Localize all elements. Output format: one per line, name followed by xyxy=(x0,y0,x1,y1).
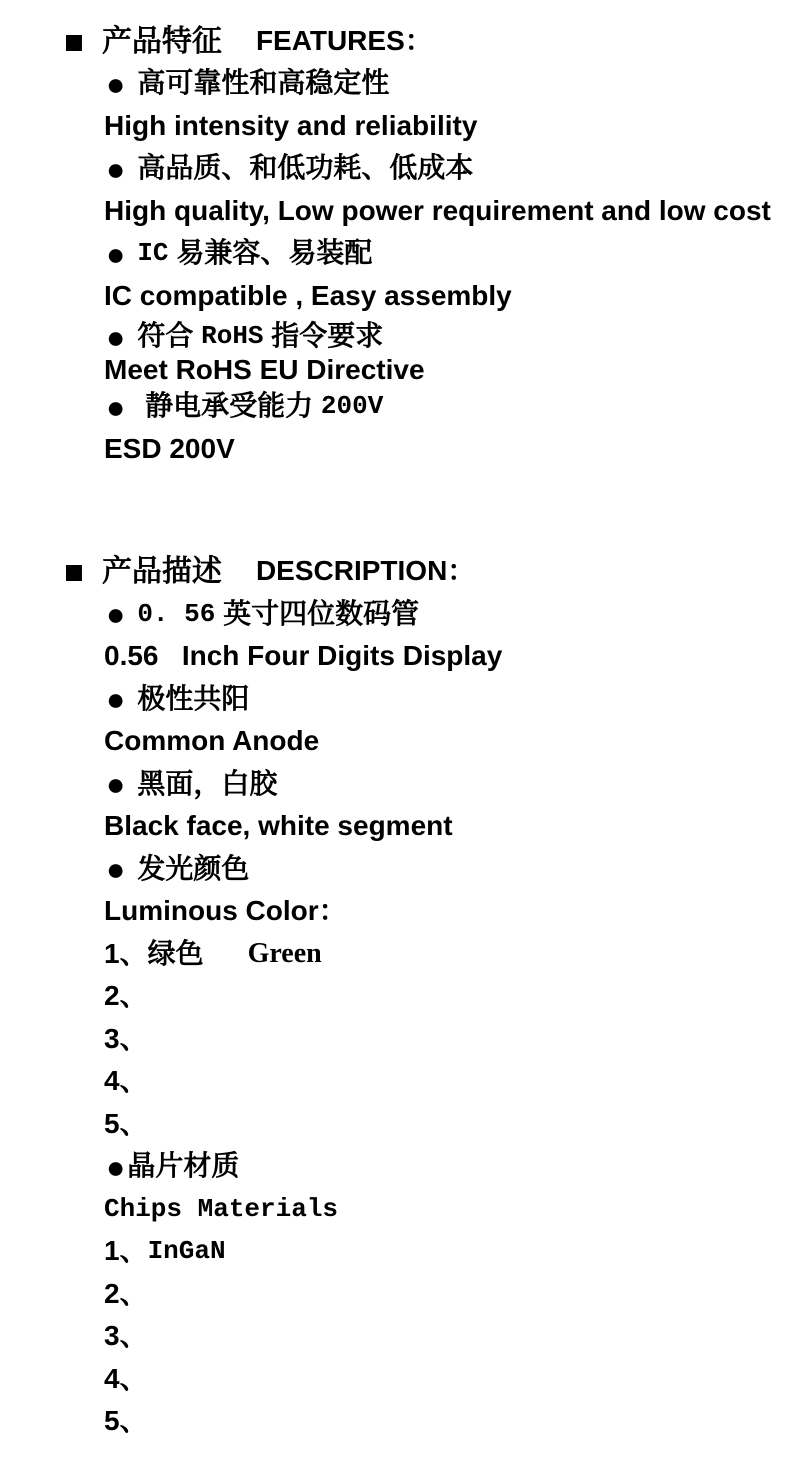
text-line xyxy=(0,636,800,679)
line-text: High quality, Low power requirement and low cost xyxy=(104,194,771,226)
bullet-line xyxy=(0,318,800,356)
bullet-icon: ● xyxy=(106,681,126,718)
bullet-icon: ● xyxy=(106,318,126,355)
text-line xyxy=(0,976,800,1019)
line-text: DESCRIPTION： xyxy=(255,555,476,587)
bullet-line xyxy=(0,763,800,806)
bullet-line xyxy=(0,63,800,106)
text-line xyxy=(0,891,800,934)
text-line xyxy=(0,1231,800,1274)
text-line xyxy=(0,1061,800,1104)
line-text: Luminous Color： xyxy=(104,895,347,927)
line-text: 5、 xyxy=(104,1405,148,1437)
bullet-icon: ● xyxy=(106,1148,126,1185)
line-text: 0. 56 xyxy=(137,598,216,629)
section-heading xyxy=(0,20,800,63)
line-text: 4、 xyxy=(104,1362,148,1394)
text-line xyxy=(0,1273,800,1316)
bullet-line xyxy=(0,386,800,429)
bullet-icon: ● xyxy=(106,596,126,633)
section-heading xyxy=(0,551,800,594)
line-text: 极性共阳 xyxy=(137,682,250,714)
line-text: 英寸四位数码管 xyxy=(215,597,420,629)
line-text: ESD 200V xyxy=(104,432,235,464)
text-line xyxy=(0,356,800,386)
bullet-line xyxy=(0,848,800,891)
bullet-line xyxy=(0,148,800,191)
text-line xyxy=(0,806,800,849)
line-text: 符合 xyxy=(137,320,202,352)
line-text: Chips Materials xyxy=(104,1193,339,1224)
line-text: 晶片材质 xyxy=(127,1150,240,1182)
bullet-icon: ● xyxy=(106,65,126,102)
text-line xyxy=(0,190,800,233)
line-text: 200V xyxy=(320,391,384,422)
line-text: IC compatible , Easy assembly xyxy=(104,279,512,311)
line-text: 产品特征 xyxy=(101,24,222,58)
bullet-icon: ● xyxy=(106,235,126,272)
line-text: 1、 xyxy=(104,1235,148,1267)
line-text: InGaN xyxy=(147,1236,226,1267)
line-text: 3、 xyxy=(104,1320,148,1352)
line-text: 0.56 Inch Four Digits Display xyxy=(104,640,503,672)
bullet-line xyxy=(0,1146,800,1189)
text-line xyxy=(0,1188,800,1231)
bullet-line xyxy=(0,593,800,636)
line-text: 高可靠性和高稳定性 xyxy=(137,67,390,99)
bullet-icon: ● xyxy=(106,150,126,187)
text-line xyxy=(0,933,800,976)
bullet-icon: ● xyxy=(106,388,126,425)
line-text: Common Anode xyxy=(104,725,320,757)
text-line xyxy=(0,1358,800,1401)
text-line xyxy=(0,1103,800,1146)
line-text: 发光颜色 xyxy=(137,852,250,884)
text-line xyxy=(0,721,800,764)
line-text: 1、绿色 xyxy=(104,937,204,969)
text-line xyxy=(0,1316,800,1359)
line-text: 5、 xyxy=(104,1107,148,1139)
text-line xyxy=(0,105,800,148)
section-spacer xyxy=(0,471,800,551)
bullet-icon: ● xyxy=(106,851,126,888)
bullet-icon: ● xyxy=(106,766,126,803)
line-text: 3、 xyxy=(104,1022,148,1054)
black-square-icon: ■ xyxy=(64,553,84,591)
line-text: Black face, white segment xyxy=(104,810,453,842)
line-text: 静电承受能力 xyxy=(137,390,321,422)
line-text: High intensity and reliability xyxy=(104,109,478,141)
line-text: IC xyxy=(137,238,169,269)
line-text: 高品质、和低功耗、低成本 xyxy=(137,152,474,184)
line-text: RoHS xyxy=(201,321,264,352)
line-text: 易兼容、易装配 xyxy=(168,237,373,269)
line-text: 2、 xyxy=(104,1277,148,1309)
bullet-line xyxy=(0,233,800,276)
line-text: 指令要求 xyxy=(263,320,384,352)
line-text: FEATURES： xyxy=(255,24,433,56)
text-line xyxy=(0,1401,800,1444)
text-line xyxy=(0,275,800,318)
line-text: 2、 xyxy=(104,980,148,1012)
line-text: 4、 xyxy=(104,1065,148,1097)
line-text: Meet RoHS EU Directive xyxy=(104,354,425,386)
line-text: 黑面，白胶 xyxy=(137,767,278,799)
text-line xyxy=(0,428,800,471)
black-square-icon: ■ xyxy=(64,22,84,60)
line-text: 产品描述 xyxy=(101,555,222,589)
bullet-line xyxy=(0,678,800,721)
line-text: Green xyxy=(247,937,322,969)
text-line xyxy=(0,1018,800,1061)
